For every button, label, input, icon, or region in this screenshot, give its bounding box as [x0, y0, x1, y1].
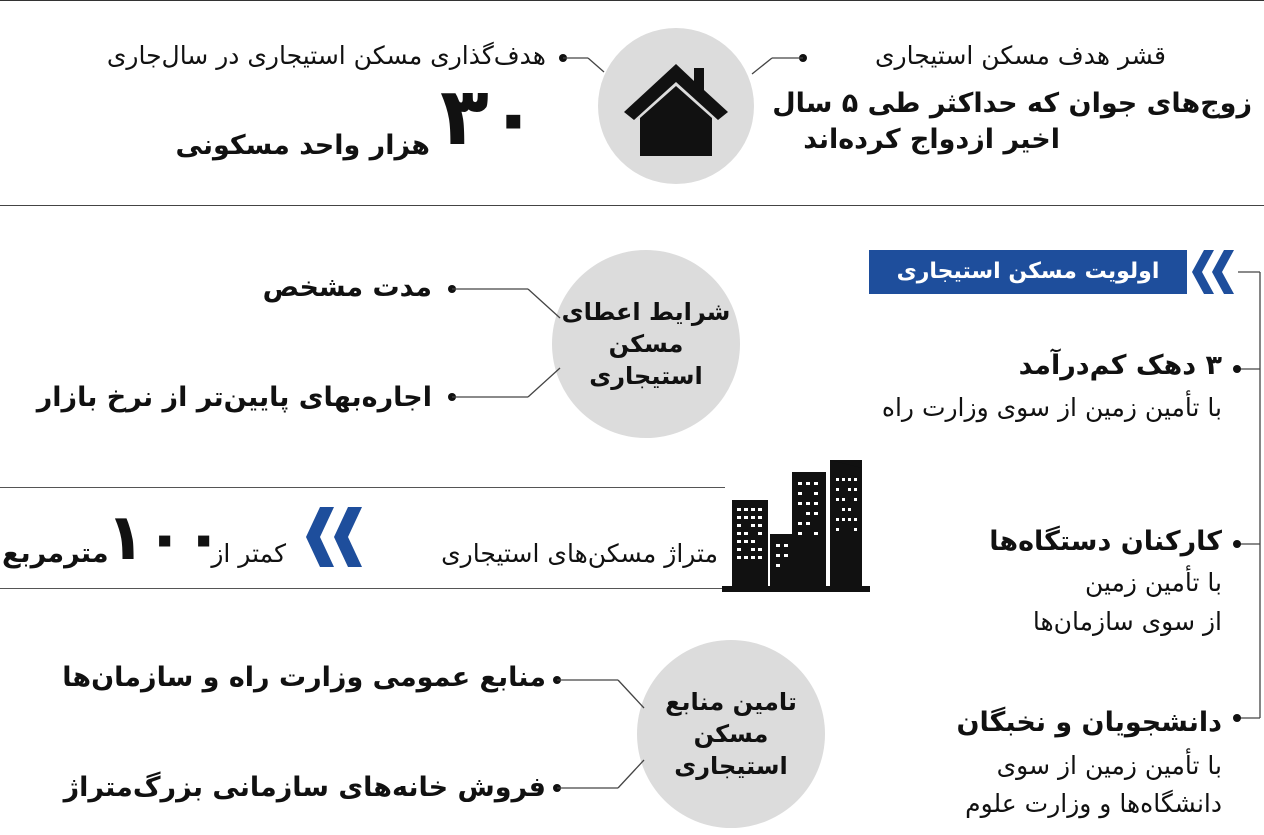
priority-group-3-title: دانشجویان و نخبگان	[956, 707, 1222, 738]
size-less-than: کمتر از	[211, 539, 286, 568]
priority-group-1-title: ۳ دهک کم‌درآمد	[1018, 350, 1222, 381]
target-number: ۳۰	[440, 70, 538, 163]
condition-item-2: اجاره‌بهای پایین‌تر از نرخ بازار	[36, 382, 432, 413]
target-group-line1: زوج‌های جوان که حداکثر طی ۵ سال	[772, 88, 1252, 119]
funding-title-line1: تامین منابع	[665, 688, 797, 716]
funding-title-line3: استیجاری	[674, 752, 788, 780]
target-label: هدف‌گذاری مسکن استیجاری در سال‌جاری	[106, 41, 546, 70]
target-group-line2: اخیر ازدواج کرده‌اند	[803, 124, 1060, 155]
funding-title-line2: مسکن	[693, 720, 769, 748]
priority-header: اولویت مسکن استیجاری	[869, 250, 1187, 294]
size-unit: مترمربع	[2, 538, 109, 569]
priority-group-3-desc-line1: با تأمین زمین از سوی	[996, 751, 1222, 780]
conditions-title-line3: استیجاری	[589, 362, 703, 390]
funding-item-2: فروش خانه‌های سازمانی بزرگ‌متراژ	[63, 772, 546, 803]
size-label: متراژ مسکن‌های استیجاری	[441, 539, 718, 568]
target-group-label: قشر هدف مسکن استیجاری	[874, 41, 1166, 70]
priority-group-2-desc-line2: از سوی سازمان‌ها	[1032, 607, 1222, 636]
conditions-title-line1: شرایط اعطای	[561, 298, 731, 326]
priority-group-3-desc-line2: دانشگاه‌ها و وزارت علوم	[965, 789, 1222, 818]
priority-group-2-title: کارکنان دستگاه‌ها	[989, 526, 1222, 557]
target-unit: هزار واحد مسکونی	[175, 130, 430, 161]
condition-item-1: مدت مشخص	[262, 272, 432, 303]
priority-group-2-desc-line1: با تأمین زمین	[1084, 568, 1222, 597]
funding-item-1: منابع عمومی وزارت راه و سازمان‌ها	[62, 662, 546, 693]
conditions-title-line2: مسکن	[608, 330, 684, 358]
priority-group-1-desc: با تأمین زمین از سوی وزارت راه	[881, 393, 1222, 422]
size-number: ۱۰۰	[106, 501, 224, 575]
